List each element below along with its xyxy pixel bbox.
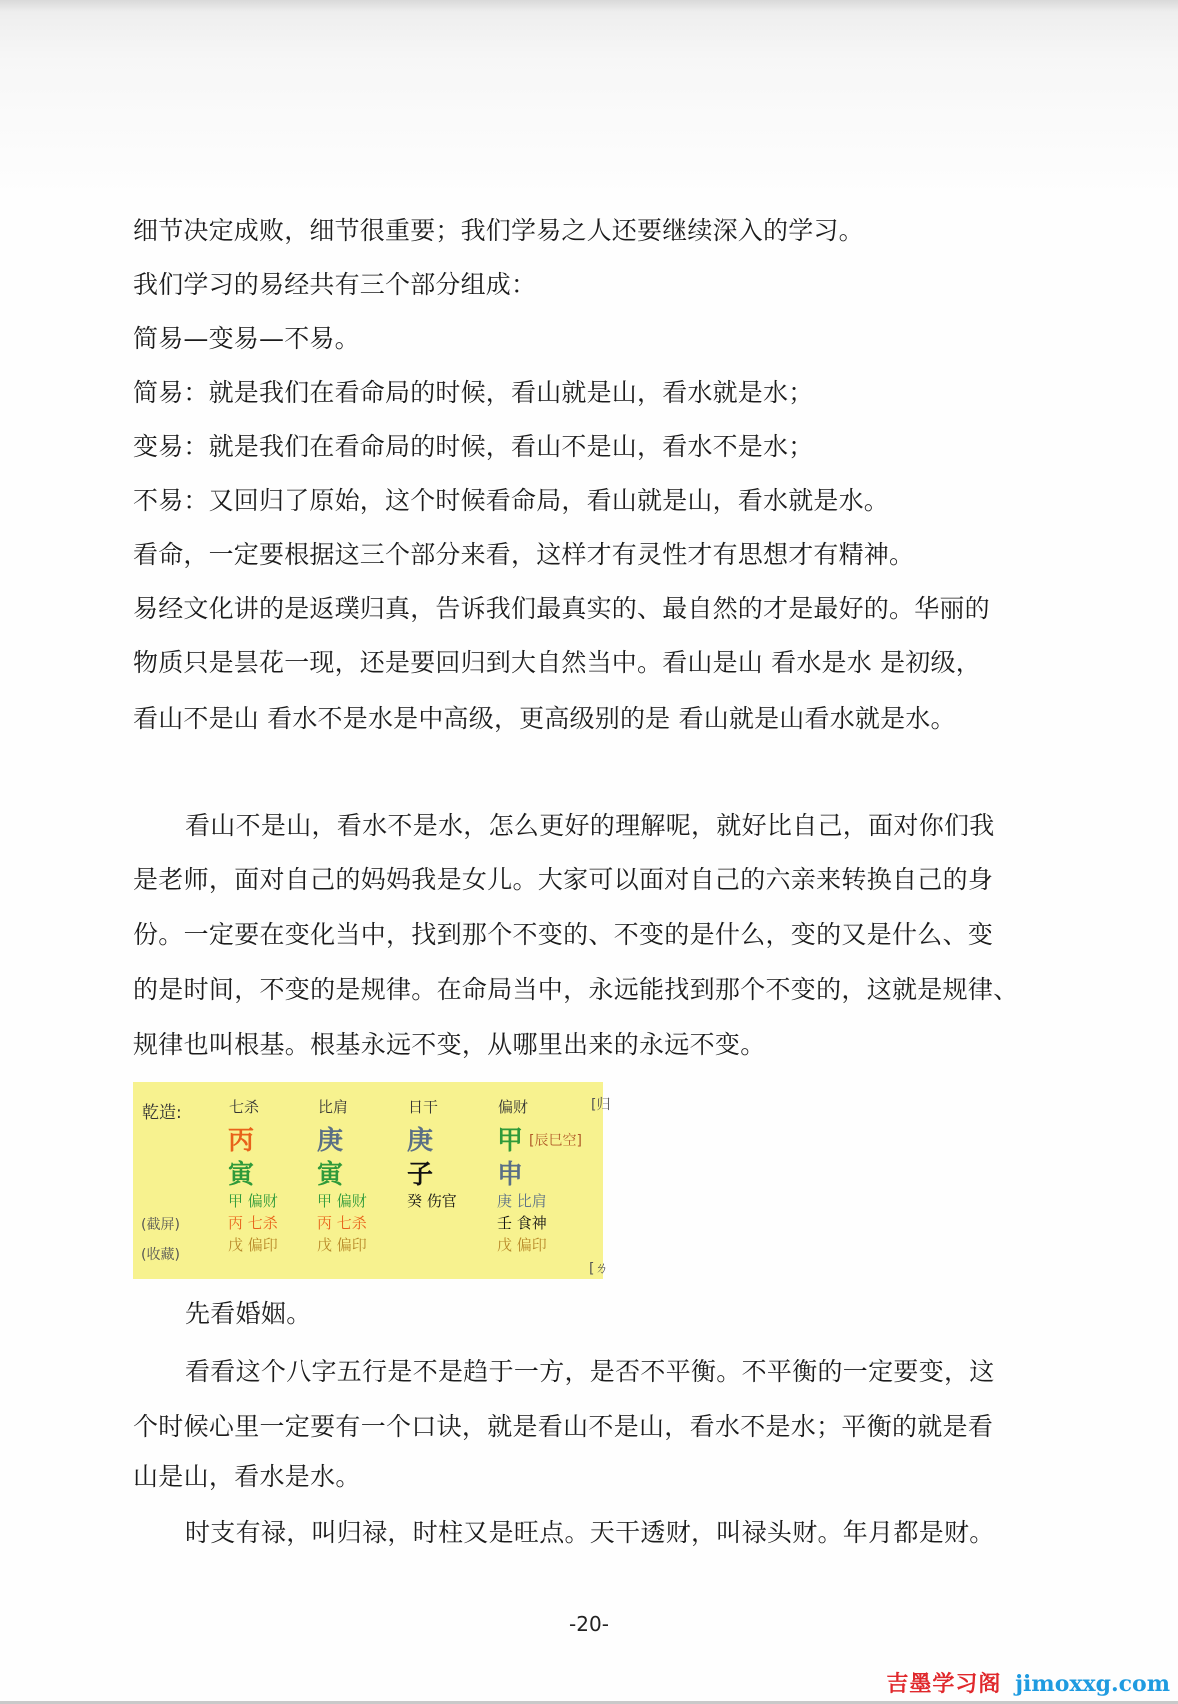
chart-label: 乾造: <box>142 1103 182 1123</box>
heavenly-stem: 庚 <box>407 1126 434 1156</box>
paragraph-line: 时支有禄，叫归禄，时柱又是旺点。天干透财，叫禄头财。年月都是财。 <box>185 1518 995 1547</box>
paragraph-line: 的是时间，不变的是规律。在命局当中，永远能找到那个不变的，这就是规律、 <box>133 975 1019 1004</box>
paragraph-line: 看山不是山，看水不是水，怎么更好的理解呢，就好比自己，面对你们我 <box>185 811 995 840</box>
paragraph-line: 先看婚姻。 <box>185 1299 312 1328</box>
watermark <box>886 1667 1170 1698</box>
bazi-chart <box>133 1082 611 1279</box>
paragraph-line: 山是山，看水是水。 <box>133 1462 361 1491</box>
hidden-stem: 丙 七杀 <box>228 1214 278 1232</box>
void-note: [辰巳空] <box>529 1133 582 1149</box>
chart-side-label: (收藏) <box>141 1247 180 1263</box>
hidden-stem: 戊 偏印 <box>228 1236 278 1254</box>
text-line: 不易：又回归了原始，这个时候看命局，看山就是山，看水就是水。 <box>133 486 890 515</box>
hidden-stem: 甲 偏财 <box>228 1192 278 1210</box>
chart-corner-top: [归 <box>591 1097 611 1113</box>
text-line: 物质只是昙花一现，还是要回归到大自然当中。看山是山 看水是水 是初级， <box>133 648 981 677</box>
paragraph-line: 个时候心里一定要有一个口诀，就是看山不是山，看水不是水；平衡的就是看 <box>133 1412 994 1441</box>
text-line: 简易—变易—不易。 <box>133 324 360 353</box>
text-line: 简易：就是我们在看命局的时候，看山就是山，看水就是水； <box>133 378 814 407</box>
text-line: 看命，一定要根据这三个部分来看，这样才有灵性才有思想才有精神。 <box>133 540 915 569</box>
heavenly-stem: 甲 <box>497 1126 524 1156</box>
hidden-stem: 庚 比肩 <box>497 1192 547 1210</box>
earthly-branch: 申 <box>497 1160 524 1190</box>
watermark-cn: 吉墨学习阁 <box>886 1672 1002 1697</box>
paragraph-line: 看看这个八字五行是不是趋于一方，是否不平衡。不平衡的一定要变，这 <box>185 1357 995 1386</box>
text-line: 细节决定成败，细节很重要；我们学易之人还要继续深入的学习。 <box>133 216 864 245</box>
ten-god-label: 比肩 <box>318 1098 349 1116</box>
earthly-branch: 寅 <box>228 1160 255 1190</box>
page-number: -20- <box>569 1612 609 1636</box>
ten-god-label: 七杀 <box>229 1098 260 1116</box>
hidden-stem: 丙 七杀 <box>317 1214 367 1232</box>
hidden-stem: 戊 偏印 <box>317 1236 367 1254</box>
hidden-stem: 戊 偏印 <box>497 1236 547 1254</box>
watermark-url: jimoxxg.com <box>1015 1671 1170 1697</box>
paragraph-line: 是老师，面对自己的妈妈我是女儿。大家可以面对自己的六亲来转换自己的身 <box>133 865 994 894</box>
text-line: 变易：就是我们在看命局的时候，看山不是山，看水不是水； <box>133 432 814 461</box>
ten-god-label: 日干 <box>408 1098 439 1116</box>
text-line: 易经文化讲的是返璞归真，告诉我们最真实的、最自然的才是最好的。华丽的 <box>133 594 990 623</box>
hidden-stem: 壬 食神 <box>497 1214 547 1232</box>
hidden-stem: 甲 偏财 <box>317 1192 367 1210</box>
paragraph-line: 份。一定要在变化当中，找到那个不变的、不变的是什么，变的又是什么、变 <box>133 920 994 949</box>
ten-god-label: 偏财 <box>498 1098 529 1116</box>
paragraph-line: 规律也叫根基。根基永远不变，从哪里出来的永远不变。 <box>133 1030 766 1059</box>
hidden-stem: 癸 伤官 <box>407 1192 457 1210</box>
heavenly-stem: 庚 <box>317 1126 344 1156</box>
chart-corner-bottom: [ㄌ <box>589 1261 609 1277</box>
text-line: 看山不是山 看水不是水是中高级，更高级别的是 看山就是山看水就是水。 <box>133 704 956 733</box>
heavenly-stem: 丙 <box>228 1126 255 1156</box>
earthly-branch: 寅 <box>317 1160 344 1190</box>
chart-side-label: (截屏) <box>141 1217 180 1233</box>
earthly-branch: 子 <box>407 1160 434 1190</box>
text-line: 我们学习的易经共有三个部分组成： <box>133 270 537 299</box>
